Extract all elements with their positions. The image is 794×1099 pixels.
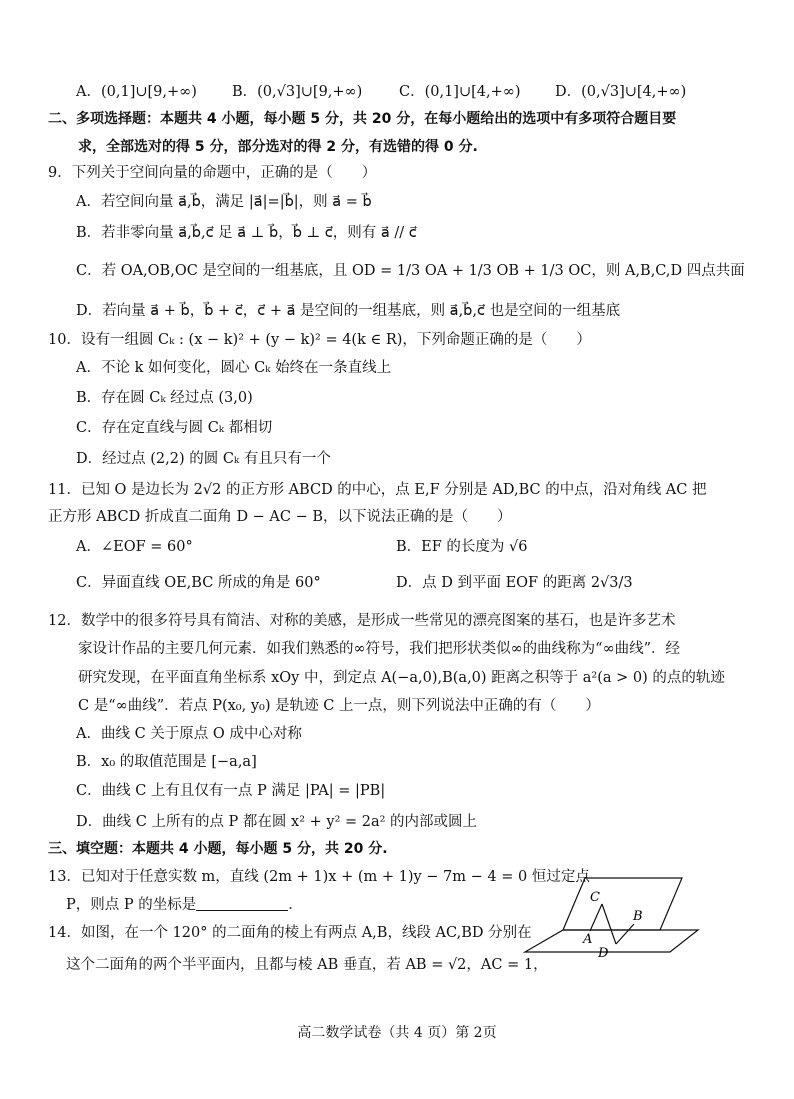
label-c: C [590, 890, 600, 905]
q8-option-b: B．(0,√3]∪[9,+∞) [232, 84, 363, 100]
page-footer: 高二数学试卷（共 4 页）第 2页 [297, 1025, 497, 1041]
lower-half-plane [525, 930, 698, 952]
q13-stem-line2 [66, 896, 303, 914]
q9-option-c: C．若 OA,OB,OC 是空间的一组基底，且 OD = 1/3 OA + 1/3 OB + 1/3 OC，则 A,B,C,D 四点共面 [76, 263, 745, 279]
q14-stem-line1: 14．如图，在一个 120° 的二面角的棱上有两点 A,B，线段 AC,BD 分别在 [48, 925, 532, 941]
q10-stem: 10．设有一组圆 Cₖ : (x − k)² + (y − k)² = 4(k ∈ R)，下列命题正确的是（ ） [48, 332, 591, 348]
q12-option-a: A．曲线 C 关于原点 O 成中心对称 [76, 726, 302, 742]
q13-stem-line2-end: ． [288, 897, 303, 913]
q13-stem-line2-text: P，则点 P 的坐标是 [66, 897, 197, 913]
q9-stem: 9．下列关于空间向量的命题中，正确的是（ ） [48, 165, 377, 181]
q11-option-b: B．EF 的长度为 √6 [396, 539, 528, 555]
q9-option-a: A．若空间向量 a⃗,b⃗，满足 |a⃗|=|b⃗|，则 a⃗ = b⃗ [76, 194, 372, 210]
q12-stem-line4: C 是“∞曲线”．若点 P(x₀, y₀) 是轨迹 C 上一点，则下列说法中正确的有（ ） [78, 698, 600, 714]
label-a: A [583, 932, 593, 947]
q10-option-a: A．不论 k 如何变化，圆心 Cₖ 始终在一条直线上 [76, 360, 392, 376]
q11-option-c: C．异面直线 OE,BC 所成的角是 60° [76, 575, 321, 591]
q12-option-b: B．x₀ 的取值范围是 [−a,a] [76, 754, 257, 770]
q12-option-d: D．曲线 C 上所有的点 P 都在圆 x² + y² = 2a² 的内部或圆上 [76, 814, 478, 830]
segment-ac [590, 904, 602, 931]
dihedral-angle-figure [520, 868, 700, 968]
section3-header: 三、填空题：本题共 4 小题，每小题 5 分，共 20 分. [48, 841, 388, 857]
q8-option-d: D．(0,√3]∪[4,+∞) [555, 84, 687, 100]
q12-option-c: C．曲线 C 上有且仅有一点 P 满足 |PA| = |PB| [76, 783, 386, 799]
q8-option-c: C．(0,1]∪[4,+∞) [399, 84, 521, 100]
q12-stem-line2: 家设计作品的主要几何元素．如我们熟悉的∞符号，我们把形状类似∞的曲线称为“∞曲线”．经 [78, 641, 681, 657]
q11-option-d: D．点 D 到平面 EOF 的距离 2√3/3 [396, 575, 633, 591]
answer-blank[interactable] [196, 896, 288, 911]
q9-option-b: B．若非零向量 a⃗,b⃗,c⃗ 足 a⃗ ⊥ b⃗，b⃗ ⊥ c⃗，则有 a⃗ // c⃗ [76, 225, 417, 241]
q11-stem-line1: 11．已知 O 是边长为 2√2 的正方形 ABCD 的中心，点 E,F 分别是 AD,BC 的中点，沿对角线 AC 把 [48, 482, 707, 498]
label-b: B [633, 909, 643, 924]
q14-stem-line2: 这个二面角的两个半平面内，且都与棱 AB 垂直，若 AB = √2，AC = 1， [66, 957, 548, 973]
label-d: D [598, 946, 609, 961]
q12-stem-line3: 研究发现，在平面直角坐标系 xOy 中，到定点 A(−a,0),B(a,0) 距离之积等于 a²(a > 0) 的点的轨迹 [78, 670, 725, 686]
q10-option-b: B．存在圆 Cₖ 经过点 (3,0) [76, 390, 253, 406]
segment-bd [616, 924, 634, 944]
q11-stem-line2: 正方形 ABCD 折成直二面角 D − AC − B，以下说法正确的是（ ） [48, 509, 512, 525]
q10-option-c: C．存在定直线与圆 Cₖ 都相切 [76, 420, 273, 436]
q10-option-d: D．经过点 (2,2) 的圆 Cₖ 有且只有一个 [76, 451, 331, 467]
upper-half-plane [563, 878, 682, 930]
section2-header-line2: 求，全部选对的得 5 分，部分选对的得 2 分，有选错的得 0 分. [78, 139, 478, 155]
q12-stem-line1: 12．数学中的很多符号具有简洁、对称的美感，是形成一些常见的漂亮图案的基石，也是许多艺术 [48, 613, 676, 629]
section2-header-line1: 二、多项选择题：本题共 4 小题，每小题 5 分，共 20 分，在每小题给出的选项中有多项符合题目要 [48, 111, 677, 127]
q11-option-a: A．∠EOF = 60° [76, 539, 193, 555]
q9-option-d: D．若向量 a⃗ + b⃗，b⃗ + c⃗，c⃗ + a⃗ 是空间的一组基底，则 a⃗,b⃗,c⃗ 也是空间的一组基底 [76, 303, 621, 319]
q8-option-a: A．(0,1]∪[9,+∞) [76, 84, 197, 100]
segment-cd [602, 904, 616, 944]
q13-stem-line1: 13．已知对于任意实数 m，直线 (2m + 1)x + (m + 1)y − 7m − 4 = 0 恒过定点 [48, 869, 590, 885]
